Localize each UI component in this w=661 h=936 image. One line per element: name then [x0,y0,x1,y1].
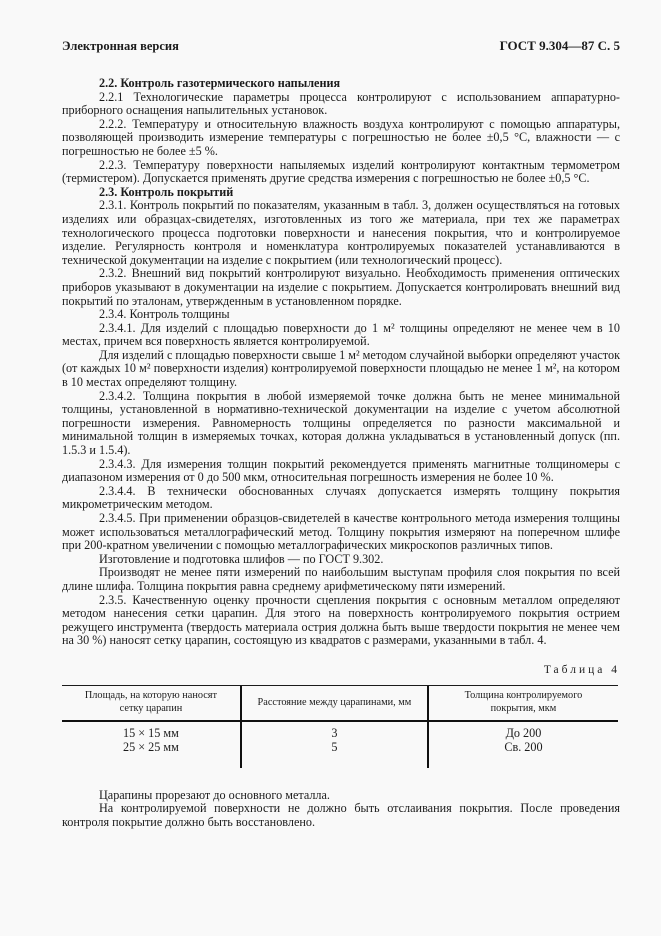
page-header [62,38,620,54]
table4-column-thickness [429,686,618,768]
paragraph-2-2-1: 2.2.1 Технологические параметры процесса контролируют с использованием аппаратурно-приборного оснащения напылительных установок. [62,89,620,118]
table4-col-header-distance: Расстояние между царапинами, мм [242,686,427,722]
table4-column-area [62,686,240,768]
paragraph-2-3-4-2: 2.3.4.2. Толщина покрытия в любой измеряемой точке должна быть не менее минимальной толщины, установленной в нормативно-технической документации на изделие с учетом абсолютной погрешности измерения. Равномерность толщины определяется по разности максимальной и минимальной толщин в измеряемых точках, которая должна укладываться в установленный допуск (пп. 1.5.3 и 1.5.4). [62,388,620,458]
paragraph-measurements: Производят не менее пяти измерений по наибольшим выступам профиля слоя покрытия по всей длине шлифа. Толщина покрытия равна среднему арифметическому пяти измерений. [62,565,620,593]
paragraph-2-2-2: 2.2.2. Температуру и относительную влажность воздуха контролируют с помощью аппаратуры, позволяющей производить измерение температуры с погрешностью не более ±0,5 °С, влажности — с погрешностью не более ±5 %. [62,116,620,158]
table4-col-header-area: Площадь, на которую наносят сетку царапин [62,686,240,722]
table4-cell: До 200 [505,725,542,740]
table4-caption: Таблица 4 [543,663,620,676]
paragraph-2-3-5: 2.3.5. Качественную оценку прочности сцепления покрытия с основным металлом определяют методом нанесения сетки царапин. Для этого на поверхность контролируемого покрытия острием режущего инструмента (твердость материала острия должна быть выше твердости покрытия не менее чем на 30 %) наносят сетку царапин, состоящую из квадратов с размерами, указанными в табл. 4. [62,592,620,648]
paragraph-final: На контролируемой поверхности не должно быть отслаивания покрытия. После проведения контроля покрытие должно быть восстановлено. [62,801,620,829]
table4-col-header-thickness: Толщина контролируемого покрытия, мкм [429,686,618,722]
standard-page-ref: ГОСТ 9.304—87 С. 5 [499,38,620,53]
paragraph-2-3-4-1: 2.3.4.1. Для изделий с площадью поверхности до 1 м² толщины определяют не менее чем в 10 местах, причем вся поверхность является контролируемой. [62,320,620,349]
paragraph-2-3-2: 2.3.2. Внешний вид покрытий контролируют визуально. Необходимость применения оптических приборов указывают в документации на изделие с покрытием. Допускается контролировать внешний вид покрытий по эталонам, утвержденным в установленном порядке. [62,266,620,308]
paragraph-shlif-prep: Изготовление и подготовка шлифов — по ГОСТ 9.302. [99,551,384,566]
table4-cell: 3 [331,725,338,740]
table4-col-values-distance [242,722,427,768]
paragraph-2-3-4-3: 2.3.4.3. Для измерения толщин покрытий рекомендуется применять магнитные толщиномеры с диапазоном измерения от 0 до 500 мкм, относительная погрешность измерения не более 10 %. [62,456,620,485]
table4-cell: 25 × 25 мм [123,739,179,754]
paragraph-2-3-1: 2.3.1. Контроль покрытий по показателям, указанным в табл. 3, должен осуществляться на готовых изделиях или образцах-свидетелях, изготовленных из того же материала, при тех же параметрах технологического процесса подготовки поверхности и нанесения покрытия, что и контролируемое изделие. Регулярность контроля и номенклатура контролируемых показателей устанавливаются в технической документации на изделие с покрытием (или технологический процесс). [62,198,620,267]
paragraph-2-3-4: 2.3.4. Контроль толщины [99,307,230,322]
table4-cell: Св. 200 [504,739,543,754]
table4-column-distance [240,686,429,768]
section-2-2-heading: 2.2. Контроль газотермического напыления [99,76,341,90]
electronic-version-label: Электронная версия [62,39,179,53]
paragraph-2-3-4-1b: Для изделий с площадью поверхности свыше 1 м² методом случайной выборки определяют участок (от каждых 10 м² поверхности изделия) контролируемой поверхности площадью не менее 1 м², на котором в 10 местах определяют толщину. [62,347,620,390]
section-2-3-heading: 2.3. Контроль покрытий [99,184,234,199]
paragraph-2-3-4-5: 2.3.4.5. При применении образцов-свидетелей в качестве контрольного метода измерения толщины может использоваться металлографический метод. Толщину покрытия измеряют на поперечном шлифе при 200-кратном увеличении с помощью металлографических микроскопов различных типов. [62,511,620,553]
table4-cell: 5 [331,739,338,754]
table4 [62,685,618,768]
paragraph-2-2-3: 2.2.3. Температуру поверхности напыляемых изделий контролируют контактным термометром (термистером). Допускается применять другие средства измерения с погрешностью не более ±0,5 °С. [62,157,620,186]
table4-col-values-area [62,722,240,768]
table4-col-values-thickness [429,722,618,768]
paragraph-2-3-4-4: 2.3.4.4. В технически обоснованных случаях допускается измерять толщину покрытия микрометрическим методом. [62,483,620,512]
table4-cell: 15 × 15 мм [123,725,179,740]
paragraph-scratches: Царапины прорезают до основного металла. [99,787,330,802]
